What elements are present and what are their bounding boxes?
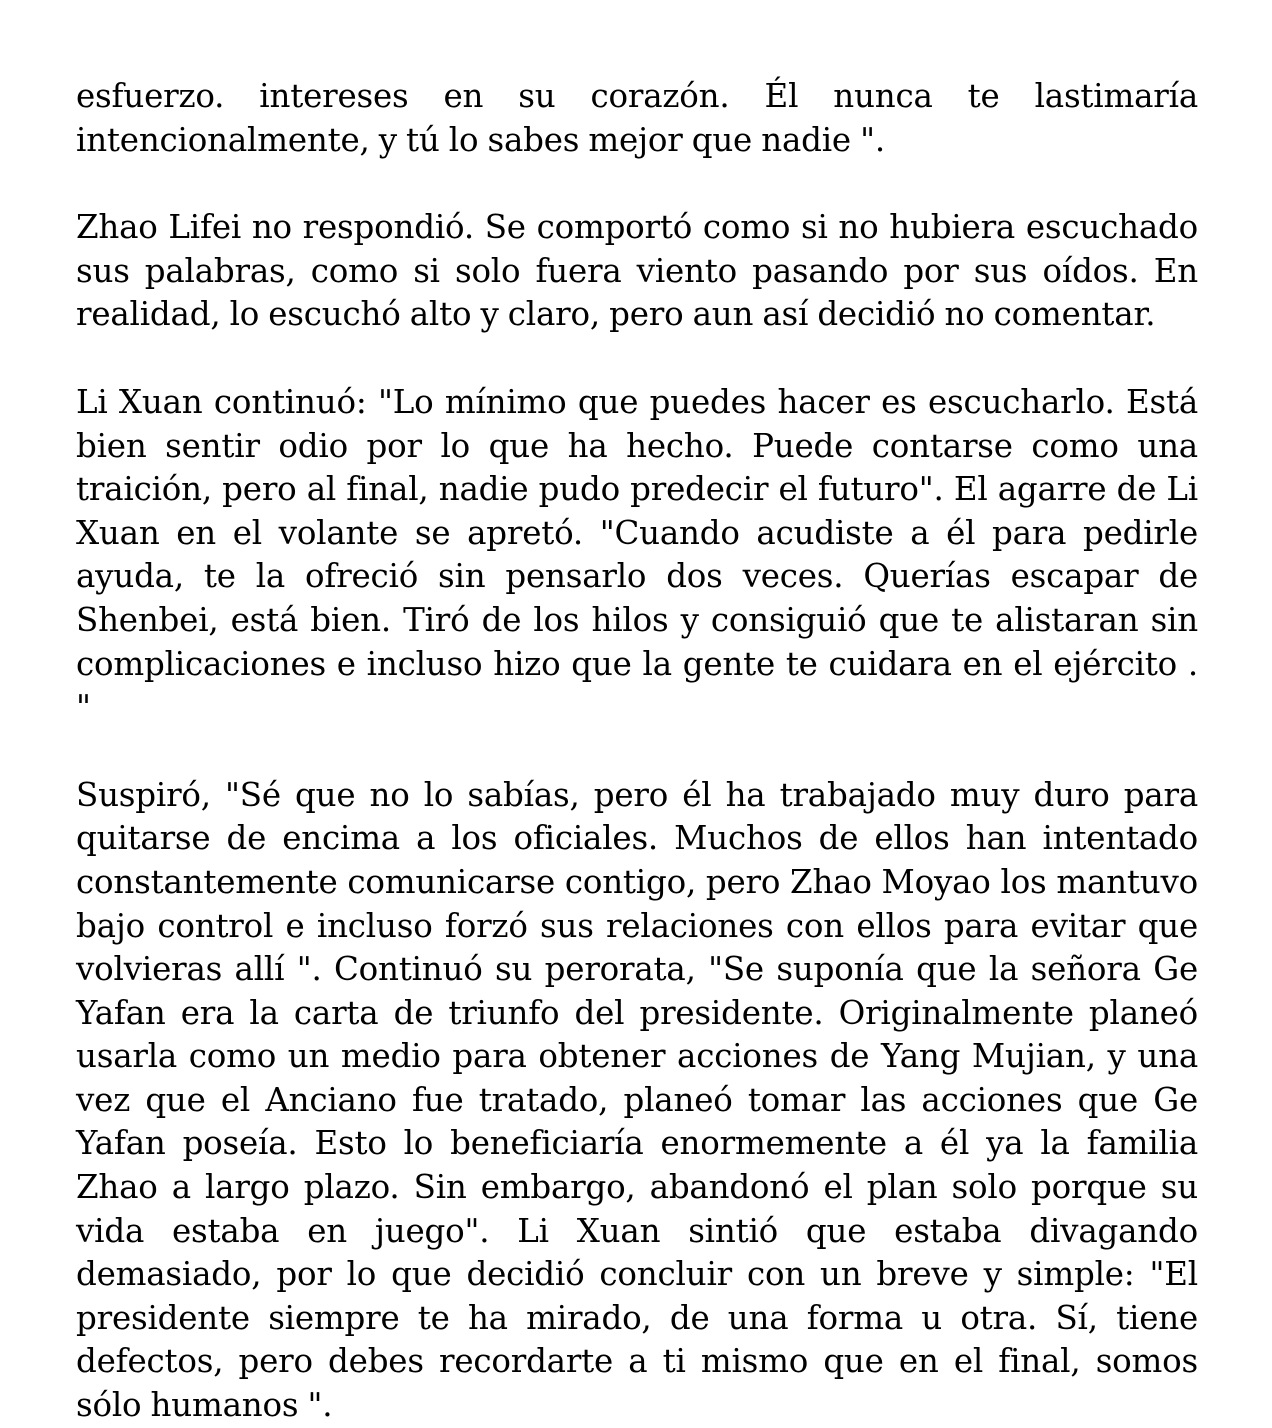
paragraph-1: esfuerzo. intereses en su corazón. Él nunca te lastimaría intencionalmente, y tú lo sabes mejor que nadie ". — [76, 77, 1198, 159]
paragraph-3: Li Xuan continuó: "Lo mínimo que puedes hacer es escucharlo. Está bien sentir odio por lo que ha hecho. Puede contarse como una traición, pero al final, nadie pudo predecir el futuro". El agarre de Li Xuan en el volante se apretó. "Cuando acudiste a él para pedirle ayuda, te la ofreció sin pensarlo dos veces. Querías escapar de Shenbei, está bien. Tiró de los hilos y consiguió que te alistaran sin complicaciones e incluso hizo que la gente te cuidara en el ejército . " — [76, 382, 1198, 727]
paragraph-4: Suspiró, "Sé que no lo sabías, pero él ha trabajado muy duro para quitarse de encima a los oficiales. Muchos de ellos han intentado constantemente comunicarse contigo, pero Zhao Moyao los mantuvo bajo control e incluso forzó sus relaciones con ellos para evitar que volvieras allí ". Continuó su perorata, "Se suponía que la señora Ge Yafan era la carta de triunfo del presidente. Originalmente planeó usarla como un medio para obtener acciones de Yang Mujian, y una vez que el Anciano fue tratado, planeó tomar las acciones que Ge Yafan poseía. Esto lo beneficiaría enormemente a él ya la familia Zhao a largo plazo. Sin embargo, abandonó el plan solo porque su vida estaba en juego". Li Xuan sintió que estaba divagando demasiado, por lo que decidió concluir con un breve y simple: "El presidente siempre te ha mirado, de una forma u otra. Sí, tiene defectos, pero debes recordarte a ti mismo que en el final, somos sólo humanos ". — [76, 775, 1198, 1425]
paragraph-2: Zhao Lifei no respondió. Se comportó como si no hubiera escuchado sus palabras, como si solo fuera viento pasando por sus oídos. En realidad, lo escuchó alto y claro, pero aun así decidió no comentar. — [76, 208, 1198, 334]
